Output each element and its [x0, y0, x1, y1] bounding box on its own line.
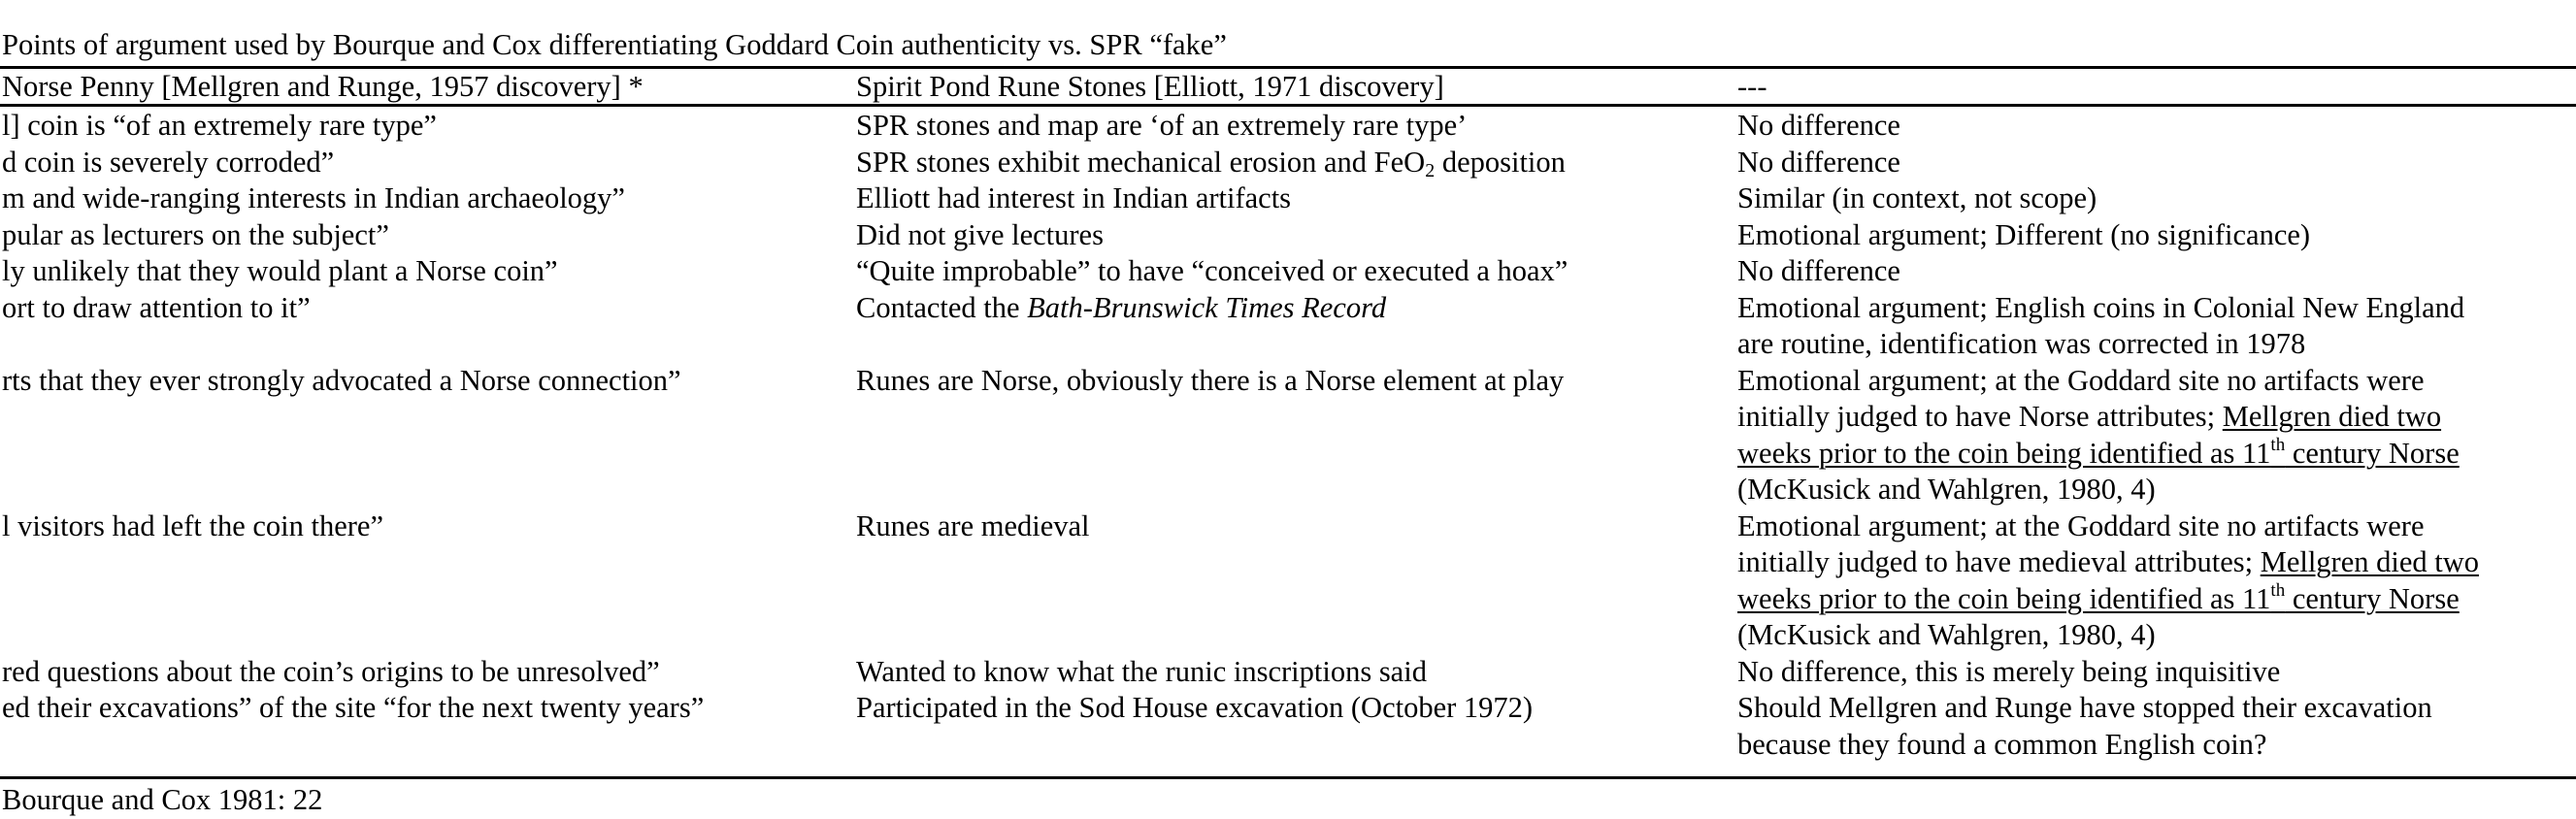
table-row [0, 290, 2576, 363]
cell-assessment: Should Mellgren and Runge have stopped their excavation because they found a common English coin? [1737, 691, 2432, 761]
underlined-note: weeks prior to the coin being identified as 11th century Norse [1737, 434, 2460, 470]
cell-spr-counterpart: Runes are medieval [856, 508, 1090, 542]
cell-goddard-argument: l visitors had left the coin there” [2, 508, 383, 542]
cell-assessment: No difference, this is merely being inquisitive [1737, 654, 2281, 688]
cell-assessment: Emotional argument; at the Goddard site no artifacts were initially judged to have medieval attributes; Mellgren died two weeks prior to the coin being identified as 11th century Norse (McKusick and Wahlgren, 1980, 4) [1737, 508, 2576, 654]
table-row [0, 253, 2576, 290]
header-norse-penny: Norse Penny [Mellgren and Runge, 1957 discovery] * [2, 70, 644, 103]
newspaper-title: Bath-Brunswick Times Record [1027, 290, 1387, 324]
cell-spr-counterpart: Contacted the Bath-Brunswick Times Record [856, 290, 1387, 324]
cell-spr-counterpart: SPR stones and map are ‘of an extremely rare type’ [856, 109, 1468, 142]
table-row [0, 180, 2576, 217]
cell-assessment: No difference [1737, 254, 1900, 287]
table-row [0, 108, 2576, 145]
cell-assessment: Similar (in context, not scope) [1737, 181, 2097, 214]
cell-spr-counterpart: “Quite improbable” to have “conceived or executed a hoax” [856, 254, 1569, 287]
cell-goddard-argument: ed their excavations” of the site “for the next twenty years” [2, 691, 705, 724]
underlined-note: Mellgren died two [2222, 400, 2442, 433]
cell-spr-counterpart: Did not give lectures [856, 217, 1104, 251]
table-header-rule [0, 104, 2576, 107]
cell-goddard-argument: ly unlikely that they would plant a Norse coin” [2, 254, 558, 287]
table-row [0, 217, 2576, 254]
table-title: Points of argument used by Bourque and Cox differentiating Goddard Coin authenticity vs. SPR “fake” [2, 28, 1227, 61]
cell-spr-counterpart: Participated in the Sod House excavation (October 1972) [856, 691, 1534, 724]
table-body [0, 108, 2576, 763]
cell-spr-counterpart: Runes are Norse, obviously there is a Norse element at play [856, 363, 1565, 397]
table-header-row [0, 69, 2576, 104]
table-source-note: Bourque and Cox 1981: 22 [2, 783, 323, 816]
table-row [0, 363, 2576, 508]
header-spirit-pond-rune-stones: Spirit Pond Rune Stones [Elliott, 1971 discovery] [856, 70, 1444, 103]
cell-goddard-argument: pular as lecturers on the subject” [2, 217, 389, 251]
table-row [0, 508, 2576, 654]
cell-assessment: Emotional argument; at the Goddard site no artifacts were initially judged to have Norse attributes; Mellgren died two weeks prior to the coin being identified as 11th century Norse (McKusick and Wahlgren, 1980, 4) [1737, 363, 2576, 508]
cell-goddard-argument: l] coin is “of an extremely rare type” [2, 109, 437, 142]
cell-goddard-argument: rts that they ever strongly advocated a Norse connection” [2, 363, 681, 397]
table-row [0, 690, 2576, 763]
header-comparison: --- [1737, 70, 1767, 103]
table-row [0, 145, 2576, 181]
cell-goddard-argument: red questions about the coin’s origins to be unresolved” [2, 654, 660, 688]
cell-spr-counterpart: SPR stones exhibit mechanical erosion and FeO$_2$ deposition [856, 145, 1566, 181]
underlined-note: Mellgren died two [2260, 545, 2480, 578]
citation: (McKusick and Wahlgren, 1980, 4) [1737, 473, 2156, 506]
cell-assessment: Emotional argument; Different (no significance) [1737, 217, 2311, 251]
cell-goddard-argument: m and wide-ranging interests in Indian archaeology” [2, 181, 625, 214]
cell-spr-counterpart: Wanted to know what the runic inscriptions said [856, 654, 1427, 688]
cell-goddard-argument: ort to draw attention to it” [2, 290, 311, 324]
cell-assessment: Emotional argument; English coins in Colonial New England are routine, identification was corrected in 1978 [1737, 290, 2465, 360]
citation: (McKusick and Wahlgren, 1980, 4) [1737, 618, 2156, 651]
table-row [0, 654, 2576, 691]
cell-goddard-argument: d coin is severely corroded” [2, 145, 335, 179]
table-bottom-rule [0, 776, 2576, 779]
cell-assessment: No difference [1737, 145, 1900, 179]
cell-assessment: No difference [1737, 109, 1900, 142]
underlined-note: weeks prior to the coin being identified as 11th century Norse [1737, 579, 2460, 615]
cell-spr-counterpart: Elliott had interest in Indian artifacts [856, 181, 1292, 214]
